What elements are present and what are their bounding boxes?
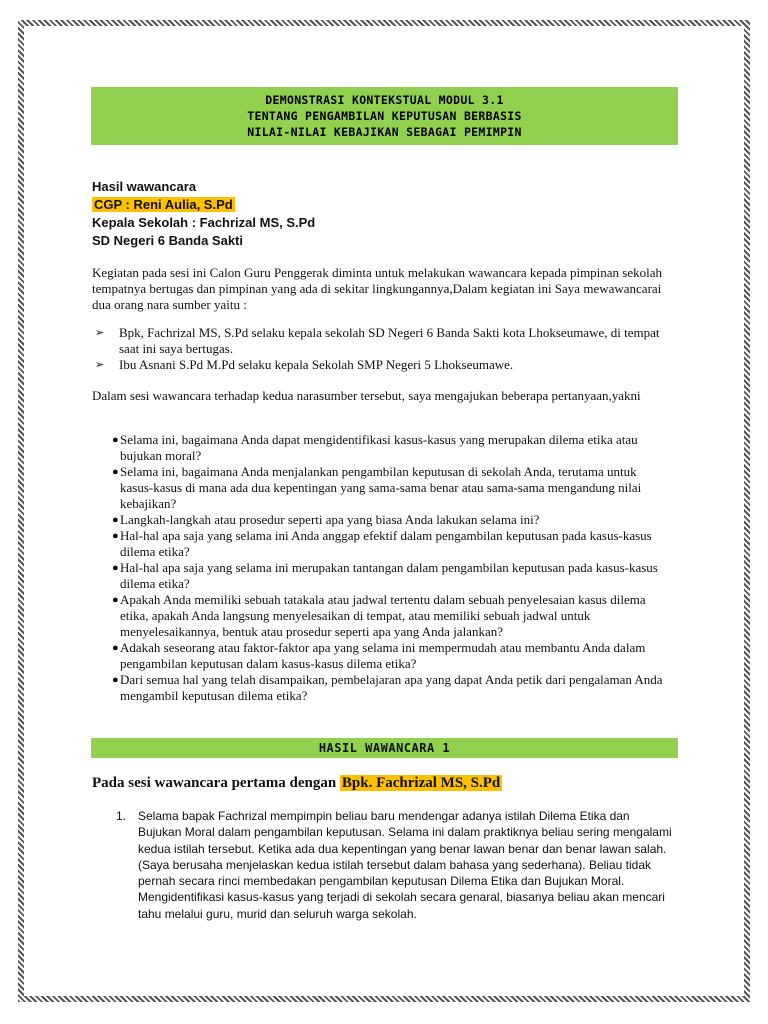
list-item: ● Hal-hal apa saja yang selama ini merupakan tantangan dalam pengambilan keputusan pada kasus-kasus dilema etika?	[112, 560, 658, 591]
intro-paragraph: Kegiatan pada sesi ini Calon Guru Penggerak diminta untuk melakukan wawancara kepada pimpinan sekolah tempatnya bertugas dan pimpinan yang ada di sekitar lingkungannya,Dalam kegiatan ini Saya mewawancarai dua orang nara sumber yaitu :	[92, 265, 663, 312]
title-line-3: NILAI-NILAI KEBAJIKAN SEBAGAI PEMIMPIN	[247, 125, 522, 139]
list-item: ● Selama ini, bagaimana Anda menjalankan pengambilan keputusan di sekolah Anda, terutama untuk kasus-kasus di mana ada dua kepentingan yang sama-sama benar atau sama-sama mengandung nilai kebajikan?	[112, 464, 642, 511]
question-list	[92, 432, 667, 704]
section-banner	[91, 738, 678, 758]
principal-name: Kepala Sekolah : Fachrizal MS, S.Pd	[92, 215, 316, 230]
list-item	[92, 808, 672, 922]
list-item: ● Selama ini, bagaimana Anda dapat mengidentifikasi kasus-kasus yang merupakan dilema etika atau bujukan moral?	[112, 432, 638, 463]
source-list	[92, 325, 672, 373]
title-line-2: TENTANG PENGAMBILAN KEPUTUSAN BERBASIS	[247, 109, 522, 123]
dot-bullet-icon: ●	[112, 514, 119, 526]
answer-number: 1.	[116, 809, 127, 823]
info-heading: Hasil wawancara	[92, 179, 197, 194]
answer-list	[92, 808, 672, 922]
dot-bullet-icon: ●	[112, 674, 119, 686]
list-item: ➢ Bpk, Fachrizal MS, S.Pd selaku kepala sekolah SD Negeri 6 Banda Sakti kota Lhokseumawe, di tempat saat ini saya bertugas.	[95, 325, 660, 356]
session-interviewee: Bpk. Fachrizal MS, S.Pd	[341, 775, 501, 791]
dot-bullet-icon: ●	[112, 562, 119, 574]
list-item: ● Langkah-langkah atau prosedur seperti apa yang biasa Anda lakukan selama ini?	[112, 512, 540, 527]
school-name: SD Negeri 6 Banda Sakti	[92, 233, 243, 248]
arrow-bullet-icon: ➢	[95, 359, 105, 371]
dot-bullet-icon: ●	[112, 642, 119, 654]
section-title: HASIL WAWANCARA 1	[318, 741, 451, 755]
list-item: ● Adakah seseorang atau faktor-faktor apa yang selama ini mempermudah atau membantu Anda dalam pengambilan keputusan dalam kasus-kasus dilema etika?	[112, 640, 646, 671]
dot-bullet-icon: ●	[112, 466, 119, 478]
title-banner	[91, 87, 678, 145]
list-item: ➢ Ibu Asnani S.Pd M.Pd selaku kepala Sekolah SMP Negeri 5 Lhokseumawe.	[95, 357, 514, 372]
answer-text: Selama bapak Fachrizal mempimpin beliau baru mendengar adanya istilah Dilema Etika dan Bujukan Moral dalam pengambilan keputusan. Selama ini dalam praktiknya beliau sering mengalami kedua istilah tersebut. Ketika ada dua kepentingan yang benar lawan benar dan benar lawan salah. (Saya berusaha menjelaskan kedua istilah tersebut dalam bahasa yang sederhana). Beliau tidak pernah secara rinci membedakan pengambilan keputusan Dilema Etika dan Bujukan Moral. Mengidentifikasi kasus-kasus yang terjadi di sekolah secara genaral, biasanya beliau akan mencari tahu melalui guru, murid dan seluruh warga sekolah.	[138, 809, 672, 921]
list-item: ● Apakah Anda memiliki sebuah tatakala atau jadwal tertentu dalam sebuah penyelesaian kasus dilema etika, apakah Anda langsung menyelesaikan di tempat, atau memiliki sebuah jadwal untuk menyelesaikannya, bentuk atau prosedur seperti apa yang Anda jalankan?	[112, 592, 646, 639]
arrow-bullet-icon: ➢	[95, 327, 105, 339]
dot-bullet-icon: ●	[112, 530, 119, 542]
interview-info	[92, 178, 315, 250]
dot-bullet-icon: ●	[112, 594, 119, 606]
session-heading	[92, 773, 502, 793]
cgp-name: CGP : Reni Aulia, S.Pd	[94, 197, 233, 212]
dot-bullet-icon: ●	[112, 434, 119, 446]
questions-intro: Dalam sesi wawancara terhadap kedua narasumber tersebut, saya mengajukan beberapa pertanyaan,yakni	[92, 388, 641, 403]
session-prefix: Pada sesi wawancara pertama dengan	[92, 775, 337, 791]
title-line-1: DEMONSTRASI KONTEKSTUAL MODUL 3.1	[265, 93, 504, 107]
list-item: ● Hal-hal apa saja yang selama ini Anda anggap efektif dalam pengambilan keputusan pada kasus-kasus dilema etika?	[112, 528, 652, 559]
list-item: ● Dari semua hal yang telah disampaikan, pembelajaran apa yang dapat Anda petik dari pengalaman Anda mengambil keputusan dilema etika?	[112, 672, 663, 703]
